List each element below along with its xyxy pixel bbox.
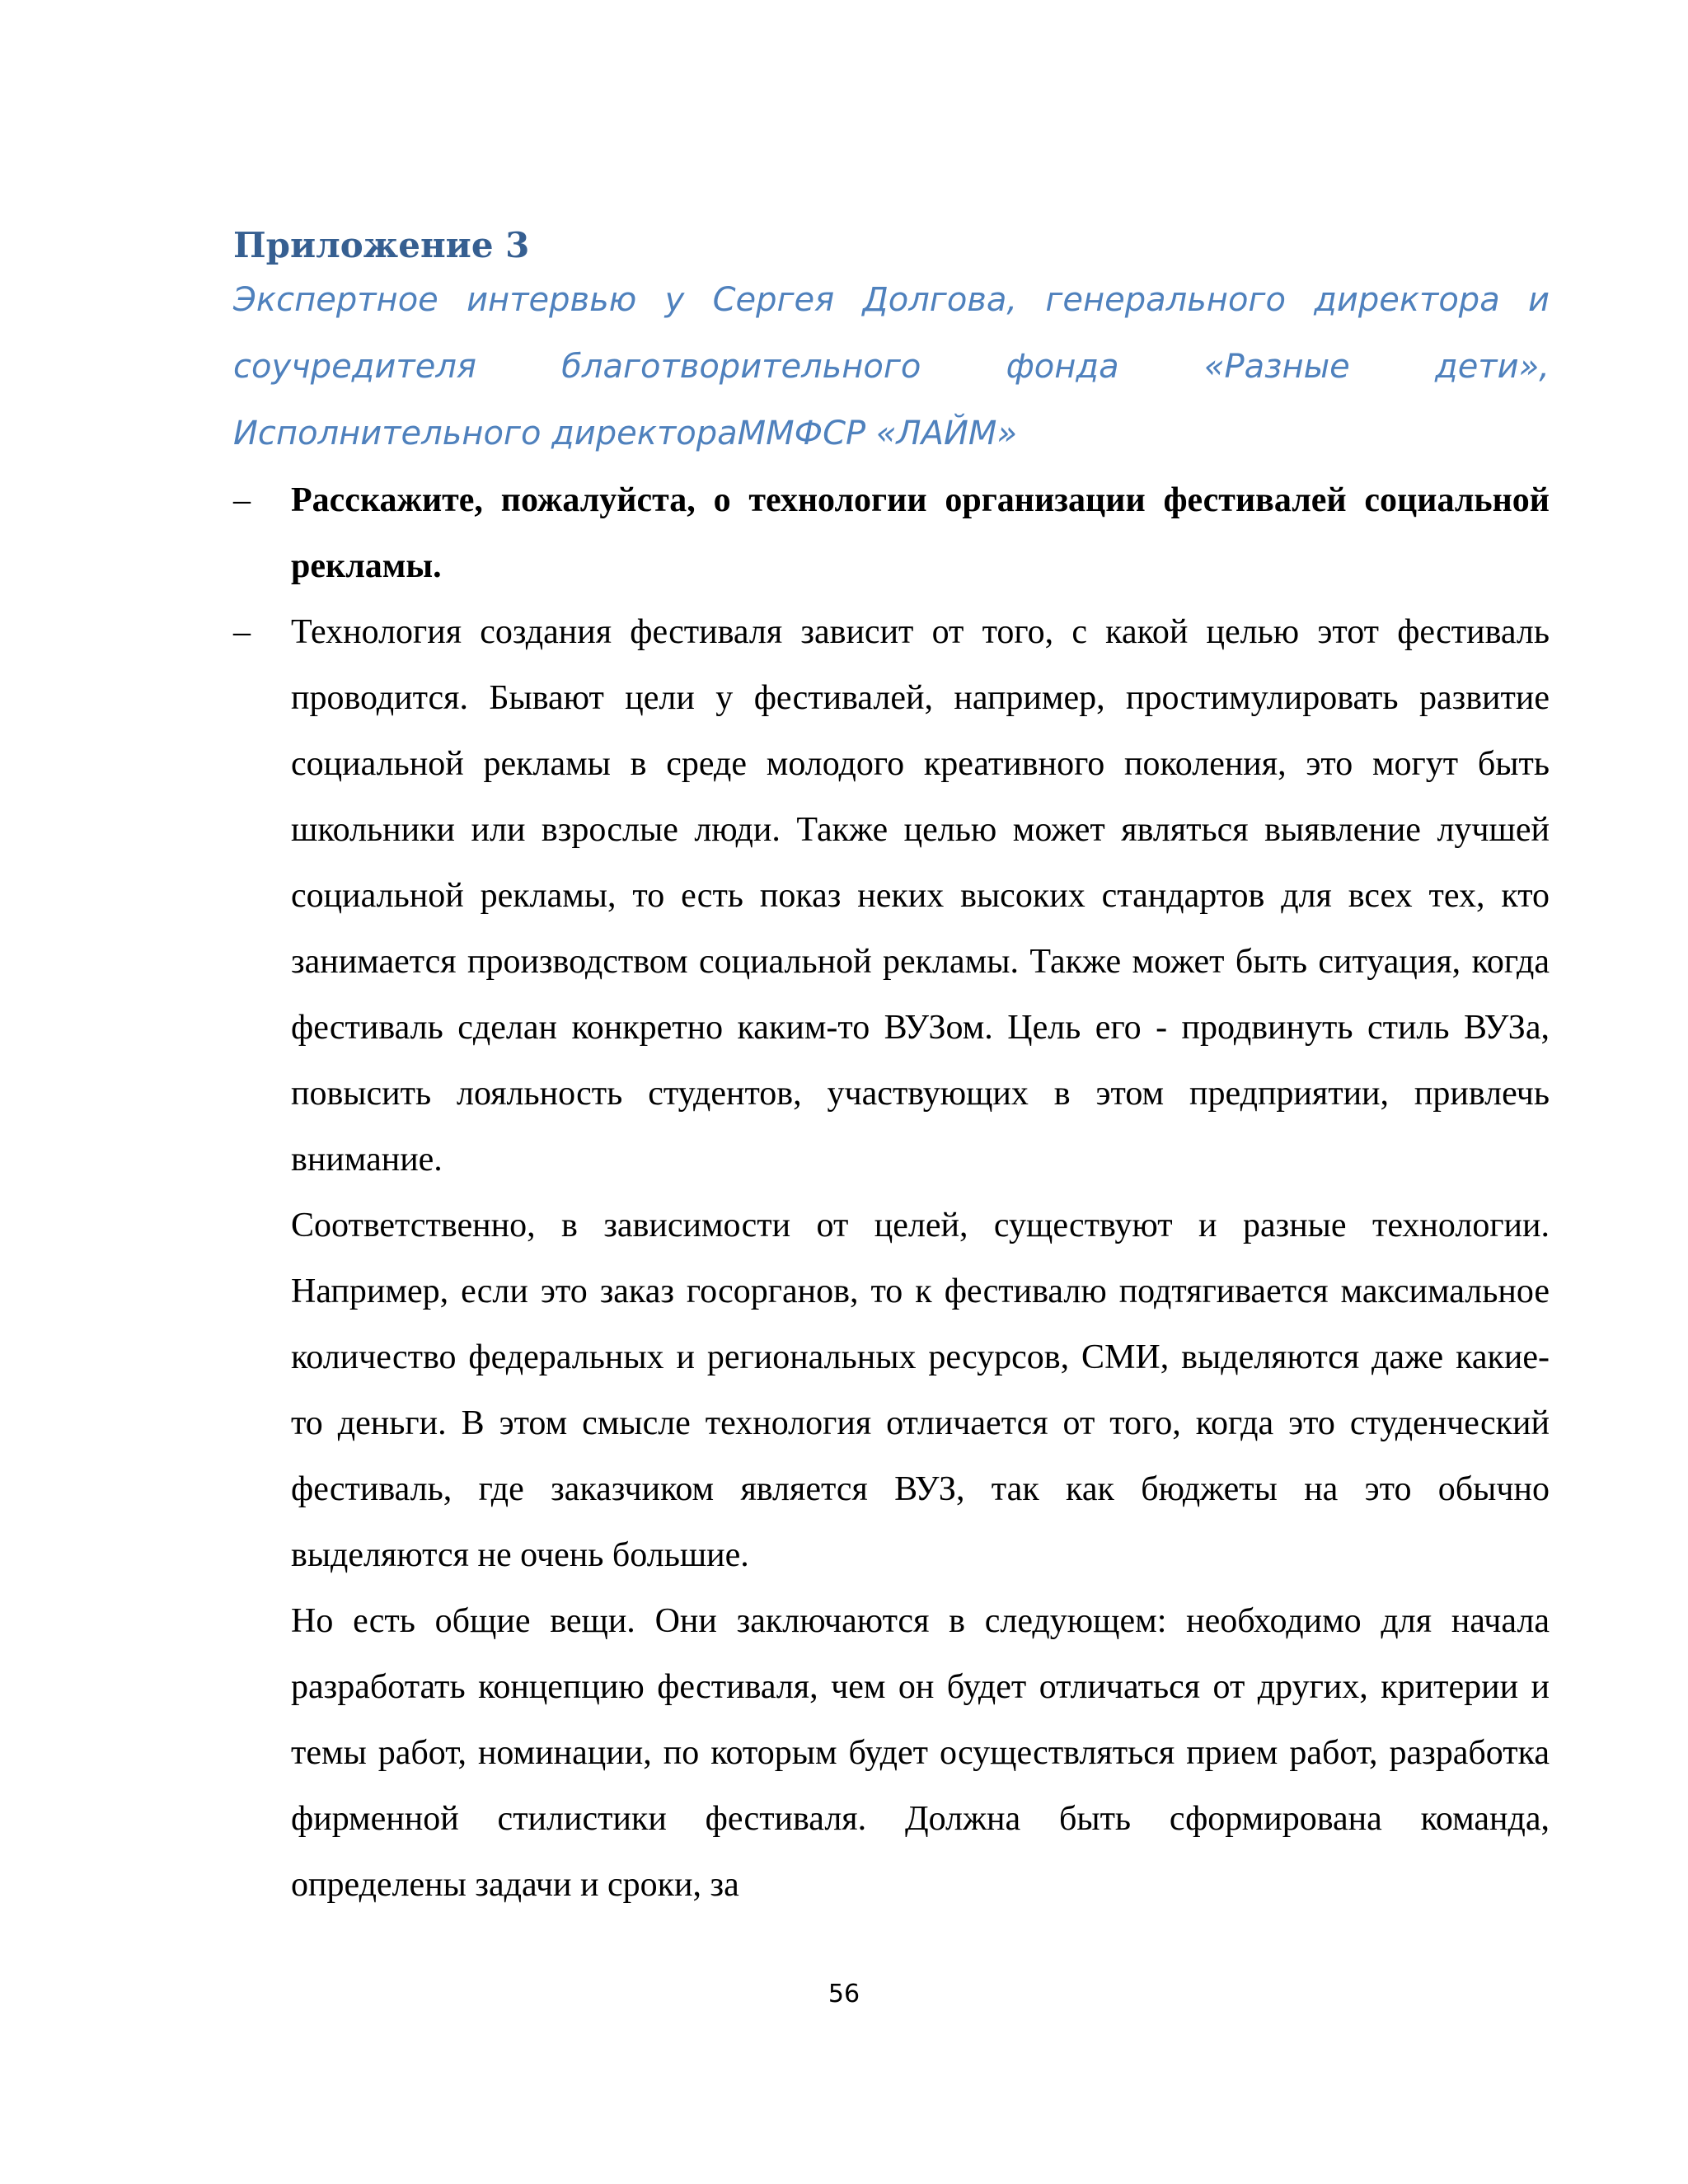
- appendix-title: Приложение 3: [233, 225, 530, 265]
- page-content: [233, 224, 1550, 1918]
- interview-qa-list: [233, 467, 1550, 1193]
- dash-bullet: –: [233, 481, 251, 519]
- answer-continuation: [233, 1193, 1550, 1918]
- answer-paragraph: Технология создания фестиваля зависит от того, с какой целью этот фестиваль проводится. Бывают цели у фестивалей, например, простимулировать развитие социальной рекламы в среде молодого креативного поколения, это могут быть школьники или взрослые люди. Также целью может являться выявление лучшей социальной рекламы, то есть показ неких высоких стандартов для всех тех, кто занимается производством социальной рекламы. Также может быть ситуация, когда фестиваль сделан конкретно каким-то ВУЗом. Цель его - продвинуть стиль ВУЗа, повысить лояльность студентов, участвующих в этом предприятии, привлечь внимание.: [291, 613, 1550, 1179]
- dash-bullet: –: [233, 613, 251, 651]
- answer-item: [233, 599, 1550, 1193]
- answer-paragraph: Но есть общие вещи. Они заключаются в следующем: необходимо для начала разработать концепцию фестиваля, чем он будет отличаться от других, критерии и темы работ, номинации, по которым будет осуществляться прием работ, разработка фирменной стилистики фестиваля. Должна быть сформирована команда, определены задачи и сроки, за: [291, 1602, 1550, 1904]
- page-number: 56: [828, 1980, 860, 2008]
- interview-question: Расскажите, пожалуйста, о технологии организации фестивалей социальной рекламы.: [291, 481, 1550, 585]
- interview-subtitle: Экспертное интервью у Сергея Долгова, генерального директора и соучредителя благотворительного фонда «Разные дети», Исполнительного директораММФСР «ЛАЙМ»: [233, 281, 1550, 452]
- answer-paragraph: Соответственно, в зависимости от целей, существуют и разные технологии. Например, если это заказ госорганов, то к фестивалю подтягивается максимальное количество федеральных и региональных ресурсов, СМИ, выделяются даже какие-то деньги. В этом смысле технология отличается от того, когда это студенческий фестиваль, где заказчиком является ВУЗ, так как бюджеты на это обычно выделяются не очень большие.: [291, 1207, 1550, 1574]
- question-item: [233, 467, 1550, 599]
